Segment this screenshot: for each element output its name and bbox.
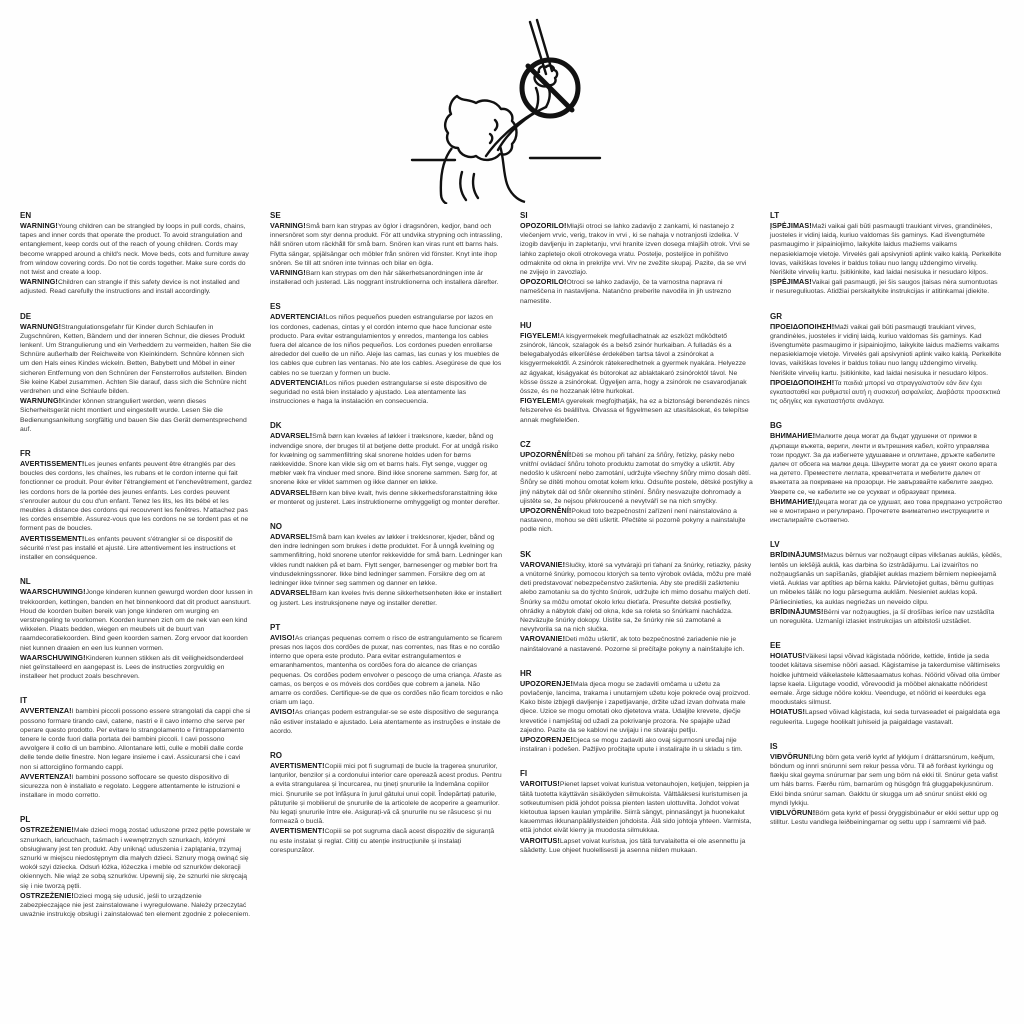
warning-text: Kinder können stranguliert werden, wenn dieses Sicherheitsgerät nicht montiert und eingestellt wurde. Lesen Sie die Bedienungsanleitung sorgfältig und bauen Sie das Gerät dementsprechend auf. (20, 398, 247, 433)
warning-label: AVERTISMENT! (270, 760, 325, 770)
warning-paragraph (770, 651, 1003, 707)
warning-text: Lapset voivat kuristua, jos tätä turvalaitetta ei ole asennettu ja säädetty. Lue ohjeet huolellisesti ja asenna niiden mukaan. (520, 837, 746, 854)
language-code: EE (770, 641, 781, 651)
language-block-hr (520, 668, 753, 755)
language-block-sk (520, 549, 753, 654)
warning-paragraph (270, 431, 503, 487)
warning-label: BRĪDINĀJUMS! (770, 550, 824, 560)
child-body (441, 148, 452, 204)
warning-paragraph (270, 633, 503, 708)
warning-paragraph (20, 772, 253, 801)
warning-label: VIÐLVÖRUN! (770, 807, 816, 817)
warning-paragraph (270, 488, 503, 507)
language-code: SK (520, 549, 532, 559)
warning-label: OSTRZEŻENIE! (20, 890, 74, 900)
warning-paragraph (20, 587, 253, 652)
warning-paragraph (270, 378, 503, 407)
warning-text: Djeca se mogu zadaviti ako ovaj sigurnosni uređaj nije instaliran i podešen. Pažljivo pročitajte upute i instalirajte ih u skladu s tim. (520, 736, 743, 754)
warning-text: Les jeunes enfants peuvent être étranglés par des boucles des cordons, les chaînes, les rubans et le cordon interne qui fait fonctionner ce produit. Pour éviter l'étranglement et l'enchevêtrement, gardez les cordons hors de la portée des jeunes enfants. Les cordes peuvent s'enrouler autour du cou d'un enfant. Tenez les lits, les lits bébé et les meubles à distance des cordons qui recouvrent les fenêtres. N'attachez pas les cordes ensemble. Assurez-vous que les cordons ne se tordent pas et ne forment pas de boucles. (20, 461, 252, 533)
warning-label: ВНИМАНИЕ! (770, 496, 816, 506)
warning-label: OPOZORILO! (520, 277, 567, 287)
language-code: DE (20, 311, 32, 321)
warning-text: I bambini possono soffocare se questo dispositivo di sicurezza non è installato e regolato. Leggere attentamente le istruzioni e installare in modo corretto. (20, 773, 241, 800)
warning-label: WARNUNG! (20, 396, 62, 406)
warning-paragraph (20, 322, 253, 397)
warning-text: Små barn kan kveles av løkker i trekksnorer, kjeder, bånd og den indre ledningen som brukes i dette produktet. For å unngå kvelning og sammenfiltring, hold snorene utenfor rekkevidde for små barn. Ledninger kan vikles rundt nakken på et barn. Flytt senger, barnesenger og møbler bort fra vindusdekningssnorer. Ikke bind ledninger sammen. Forsikre deg om at ledninger ikke tvinner seg sammen og danner en løkke. (270, 534, 502, 588)
back-detail (490, 134, 492, 143)
warning-paragraph (20, 825, 253, 890)
warning-text: Les enfants peuvent s'étrangler si ce dispositif de sécurité n'est pas installé et ajusté. Lire attentivement les instructions et installer en conséquence. (20, 535, 236, 562)
warning-paragraph (770, 277, 1003, 296)
warning-label: ΠΡΟΕΙΔΟΠΟΙΗΣΗ! (770, 377, 835, 387)
language-block-en (20, 210, 253, 297)
warning-label: ĮSPĖJIMAS! (770, 277, 812, 287)
text-column-1 (20, 210, 253, 933)
warning-text: Barn kan kveles hvis denne sikkerhetsenheten ikke er installert og justert. Les instruksjonene nøye og installer deretter. (270, 590, 502, 607)
warning-paragraph (770, 607, 1003, 626)
warning-paragraph (520, 735, 753, 754)
warning-text: Young children can be strangled by loops in pull cords, chains, tapes and inner cords that operate the product. To avoid strangulation and entanglement, keep cords out of the reach of young children. Cords may become wrapped around a child's neck. Move beds, cots and furniture away from window covering cords. Do not tie cords together. Make sure cords do not twist and create a loop. (20, 223, 249, 277)
warning-label: AVVERTENZA! (20, 771, 72, 781)
language-code: HU (520, 320, 532, 330)
warning-label: ADVERTENCIA! (270, 312, 326, 322)
warning-text: Små barn kan strypas av öglor i dragsnören, kedjor, band och innersnöret som styr denna produkt. För att undvika strypning och intrassling, håll snören utom räckhåll för små barn. Snören kan viras runt ett barns hals. Flytta sängar, spjälsängar och möbler från snören vid fönster. Knyt inte ihop snören. Se till att snören inte tvinnas och bilar en ögla. (270, 223, 503, 267)
warning-label: ADVARSEL! (270, 487, 313, 497)
warning-text: Pokud toto bezpečnostní zařízení není nainstalováno a nastaveno, mohou se děti uškrtit. Přečtěte si pozorně pokyny a nainstalujte podle nich. (520, 508, 746, 534)
warning-text: Väikesi lapsi võivad kägistada nööride, kettide, lintide ja seda toodet käitava sisemise nööri aasad. Kägistamise ja takerdumise vältimiseks hoidke juhtmeid väikelastele kättesaamatus kohas. Nöörid võivad olla ümber lapse kaela. Liigutage voodid, võrevoodid ja mööbel aknakatte nööridest eemale. Ärge siduge nööre kokku. Veenduge, et nöörid ei keerduks ega moodustaks silmust. (770, 653, 1001, 707)
warning-paragraph (770, 221, 1003, 277)
warning-text: A kisgyermekek megfulladhatnak az eszközt működtető zsinórok, láncok, szalagok és a belső zsinór hurkaiban. A fulladás és a belegabalyodás elkerülése érdekében tartsa távol a zsinórokat a kisgyermekektől. A zsinórok rátekeredhetnek a gyermek nyakára. Helyezze az ágyakat, kiságyakat és bútorokat az ablaktakaró zsinóroktól távol. Ne kösse össze a zsinórokat. Ügyeljen arra, hogy a zsinórok ne csavarodjanak össze, és ne hozzanak létre hurkokat. (520, 332, 747, 396)
warning-label: VARNING! (270, 268, 306, 278)
warning-label: UPOZORNĚNÍ! (520, 506, 572, 516)
warning-text: Малките деца могат да бъдат удушени от примки в дърпащи въжета, вериги, ленти и вътрешния кабел, който управлява този продукт. За да избегнете удушаване и оплитане, дръжте кабелите далеч от обсега на малки деца. Шнурите могат да се увият около врата на детето. Преместете леглата, креватчетата и мебелите далеч от въжетата за покриване на прозорци. Не завързвайте кабелите заедно. Уверете се, че кабелите не се усукват и образуват примка. (770, 433, 997, 496)
warning-paragraph (520, 221, 753, 277)
warning-label: AVERTISSEMENT! (20, 533, 85, 543)
warning-text: Deti môžu uškrtiť, ak toto bezpečnostné zariadenie nie je nainštalované a nastavené. Pozorne si prečítajte pokyny a nainštalujte ich. (520, 636, 745, 653)
warning-paragraph (20, 653, 253, 682)
warning-label: UPOZORNĚNÍ! (520, 449, 572, 459)
child-lower-arm (460, 172, 466, 200)
language-block-ro (270, 750, 503, 855)
warning-label: FIGYELEM! (520, 330, 561, 340)
warning-paragraph (270, 221, 503, 268)
warning-paragraph (520, 396, 753, 425)
warning-paragraph (770, 752, 1003, 808)
warning-paragraph (520, 277, 753, 306)
warning-label: FIGYELEM! (520, 396, 561, 406)
warning-text: Małe dzieci mogą zostać uduszone przez pętle powstałe w sznurkach, łańcuchach, taśmach i wewnętrznych sznurkach, którymi obsługiwany jest ten produkt. Aby uniknąć uduszenia i zaplątania, trzymaj sznurki w miejscu niedostępnym dla małych dzieci. Sznury mogą owinąć się wokół szyi dziecka. Odsuń łóżka, łóżeczka i meble od sznurków dekoracji okiennych. Nie wiąż ze sobą sznurków. Upewnij się, że sznurki nie skręcają się i nie tworzą pętli. (20, 827, 251, 890)
warning-paragraph (770, 497, 1003, 526)
warning-text: Kinderen kunnen stikken als dit veiligheidsonderdeel niet geïnstalleerd en aangepast is. Lees de instructies zorgvuldig en installeer het product zoals beschreven. (20, 654, 244, 681)
child-wrist-2 (535, 88, 538, 112)
language-block-pt (270, 622, 503, 736)
language-code: PT (270, 622, 281, 632)
language-code: HR (520, 668, 532, 678)
language-block-bg (770, 420, 1003, 525)
warning-label: AVISO! (270, 707, 295, 717)
warning-paragraph (20, 891, 253, 920)
warning-label: ΠΡΟΕΙΔΟΠΟΙΗΣΗ! (770, 321, 835, 331)
warning-paragraph (770, 378, 1003, 407)
warning-text: Vaikai gali pasmaugti, jei šis saugos įtaisas nėra sumontuotas ir nesureguliuotas. Atidžiai perskaitykite instrukcijas ir atitinkamai įdiekite. (770, 279, 998, 296)
warning-text: Börn geta kyrkt ef þessi öryggisbúnaður er ekki settur upp og stilltur. Lestu vandlega leiðbeiningarnar og settu upp í samræmi við það. (770, 809, 999, 827)
warning-label: AVISO! (270, 632, 295, 642)
warning-text: I bambini piccoli possono essere strangolati da cappi che si possono formare tirando cavi, catene, nastri e il cavo interno che serve per operare questo prodotto. Per evitare lo strangolamento e l'intrappolamento tenere le corde fuori dalla portata dei bambini piccoli. I cavi possono avvolgere il collo di un bambino. Allontanare letti, culle e mobili dalle corde delle tende delle finestre. Non legare insieme i cavi. Assicurarsi che i cavi non si attorciglino formando cappi. (20, 708, 251, 771)
warning-text: Otroci se lahko zadavijo, če ta varnostna naprava ni nameščena in nastavljena. Natančno preberite navodila in jih ustrezno namestite. (520, 279, 732, 305)
warning-text: Dzieci mogą się udusić, jeśli to urządzenie zabezpieczające nie jest zainstalowane i wyregulowane. Należy przeczytać uważnie instrukcję obsługi i zainstalować ten element zgodnie z poleceniem. (20, 892, 251, 919)
warning-label: VARNING! (270, 221, 306, 230)
language-code: FI (520, 769, 528, 779)
language-code: LT (770, 211, 780, 220)
warning-label: ADVARSEL! (270, 532, 313, 542)
warning-label: WAARSCHUWING! (20, 587, 86, 597)
warning-paragraph (20, 221, 253, 277)
warning-paragraph (520, 560, 753, 635)
warning-paragraph (20, 706, 253, 771)
warning-text: Barn kan strypas om den här säkerhetsanordningen inte är installerad och justerad. Läs noggrant instruktionerna och installera därefter. (270, 270, 499, 287)
warning-label: OPOZORILO! (520, 221, 567, 230)
warning-paragraph (520, 450, 753, 506)
language-code: RO (270, 750, 282, 760)
language-code: NL (20, 577, 31, 587)
warning-paragraph (520, 836, 753, 855)
warning-label: WARNUNG! (20, 321, 62, 331)
warning-paragraph (520, 779, 753, 835)
warning-paragraph (520, 679, 753, 735)
language-code: BG (770, 421, 782, 431)
language-code: SE (270, 211, 281, 220)
language-block-nl (20, 576, 253, 681)
warning-label: VIÐVÖRUN! (770, 751, 812, 761)
warning-label: AVVERTENZA! (20, 706, 72, 716)
warning-label: ĮSPĖJIMAS! (770, 221, 812, 230)
language-block-gr (770, 311, 1003, 407)
warning-label: HOIATUS! (770, 707, 806, 717)
language-block-si (520, 210, 753, 306)
child-cord-warning-pictogram (400, 16, 660, 204)
warning-paragraph (270, 826, 503, 855)
warning-text: Børn kan blive kvalt, hvis denne sikkerhedsforanstaltning ikke er monteret og justeret. Læs instruktionerne omhyggeligt og monter derefter. (270, 489, 500, 506)
language-block-se (270, 210, 503, 287)
warning-text: Maži vaikai gali būti pasmaugti traukiant virves, grandinėles, juosteles ir vidinį laidą, kuriuo valdomas šis gaminys. Kad išvengtumėte pasmaugimo ir įsipainiojimo, laikykite laidus mažiems vaikams nepasiekiamoje vietoje. Virvelės gali apsivynioti aplink vaiko kaklą. Perkelkite lovas, vaikiškas loveles ir baldus toliau nuo langų uždengimo virvelių. Neriškite virvelių kartu. Įsitikinkite, kad laidai nesisuka ir nesudaro kilpos. (770, 323, 1002, 377)
warning-paragraph (270, 588, 503, 607)
language-block-hu (520, 320, 753, 425)
warning-text: Små børn kan kvæles af løkker i træksnore, kæder, bånd og indvendige snore, der bruges til at betjene dette produkt. For at undgå risiko for kvælning og sammenfiltring skal snorene holdes uden for børns rækkevidde. Snore kan vikle sig om et barns hals. Flyt senge, vugger og møbler væk fra vinduer med snore. Bind ikke snorene sammen. Sørg for, at snorene ikke er viklet sammen og ikke danner en løkke. (270, 433, 499, 487)
language-block-lv (770, 539, 1003, 626)
warning-text: Mlajši otroci se lahko zadavijo z zankami, ki nastanejo z vlečenjem vrvic, verig, trakov in vrvi , ki se nahaja v notranjosti izdelka. V izogib davljenju in zapletanju, vrvi hranite izven dosega mlajših otrok. Vrvi se lahko zapletejo okoli otrokovega vratu. Postelje, posteljice in pohištvo odmaknite od okna in prekrijte vrvi. Vrv ne zvežite skupaj. Pazite, da se vrvi ne zvijejo in zavozlajo. (520, 223, 750, 277)
warning-text: Ung börn geta verið kyrkt af lykkjum í dráttarsnúrum, keðjum, böndum og innri snúrunni sem rekur þessa vöru. Til að forðast kyrkingu og flækju skal geyma snúrurnar þar sem ung börn ná ekki til. Snúrur geta vafist um háls barns. Færðu rúm, barnarúm og húsgögn frá gluggaþekjusnúrum. Ekki binda snúrur saman. Gakktu úr skugga um að snúrur snúist ekki og myndi lykkju. (770, 753, 998, 807)
warning-text: As crianças pequenas correm o risco de estrangulamento se ficarem presas nos laços dos cordões de puxar, nas correntes, nas fitas e no cordão interno que opera este produto. Para evitar estrangulamentos e emaranhamentos, mantenha os cordões fora do alcance de crianças pequenas. Os cordões podem envolver o pescoço de uma criança. Afaste as camas, os berços e os móveis dos cordões que cobrem a janela. Não amarre os cordões. Certifique-se de que os cordões não ficam torcidos e não criam um laço. (270, 634, 503, 707)
warning-label: WARNING! (20, 221, 58, 230)
warning-text: Copiii se pot sugruma dacă acest dispozitiv de siguranță nu este instalat și reglat. Citiți cu atenție instrucțiunile și instalați corespunzător. (270, 828, 495, 854)
language-block-cz (520, 439, 753, 535)
warning-paragraph (770, 322, 1003, 378)
warning-text: Mala djeca mogu se zadaviti omčama u užetu za povlačenje, lancima, trakama i unutarnjem užetu koje pokreće ovaj proizvod. Kako biste izbjegli davljenje i zapetljavanje, držite užad izvan dohvata male djece. Uzice se mogu omotati oko djetetova vrata. Udaljite krevete, dječje krevetiće i namještaj od užadi za pokrivanje prozora. Ne spajajte užad zajedno. Pazite da se kablovi ne uvijaju i ne stvaraju petlju. (520, 680, 751, 734)
language-block-lt (770, 210, 1003, 297)
warning-paragraph (20, 534, 253, 563)
language-code: SI (520, 211, 528, 220)
warning-text: Pienet lapset voivat kuristua vetonauhojen, ketjujen, teippien ja täitä tuotetta käyttävän sisäköyden silmukoista. Välttääksesi kuristumisen ja sotkeutumisen pidä johdot poissa pienten lasten ulottuvilta. Johdot voivat kietoutua lapsen kaulan ympärille. Siirrä sängyt, pinnasängyt ja huonekalut kauemmas ikkunanpäällysteiden johdoista. Älä sido johtoja yhteen. Varmista, että johdot eivät kierry ja muodosta silmukkaa. (520, 781, 752, 835)
warning-label: VAROITUS! (520, 835, 560, 845)
language-code: ES (270, 302, 281, 312)
language-block-dk (270, 420, 503, 507)
warning-label: AVERTISMENT! (270, 826, 325, 836)
language-block-es (270, 301, 503, 406)
language-code: NO (270, 522, 282, 532)
warning-paragraph (520, 634, 753, 653)
warning-text: Los niños pueden estrangularse si este dispositivo de seguridad no está bien instalado y ajustado. Lea atentamente las instrucciones e haga la instalación en consecuencia. (270, 379, 487, 406)
warning-label: BRĪDINĀJUMS! (770, 606, 824, 616)
text-column-2 (270, 210, 503, 869)
language-block-is (770, 741, 1003, 828)
warning-label: UPOZORENJE! (520, 678, 574, 688)
warning-paragraph (270, 532, 503, 588)
warning-text: Maži vaikai gali būti pasmaugti traukiant virves, grandinėles, juosteles ir vidinį laidą, kuriuo valdomas šis gaminys. Kad išvengtumėte pasmaugimo ir įsipainiojimo, laikykite laidus mažiems vaikams nepasiekiamoje vietoje. Virvelės gali apsivynioti aplink vaiko kaklą. Perkelkite lovas, vaikiškas loveles ir baldus toliau nuo langų uždengimo virvelių. Neriškite virvelių kartu. Įsitikinkite, kad laidai nesisuka ir nesudaro kilpos. (770, 223, 1002, 277)
warning-label: VAROVANIE! (520, 634, 566, 644)
warning-paragraph (270, 268, 503, 287)
language-code: FR (20, 449, 31, 459)
language-code: CZ (520, 439, 531, 449)
warning-text: As crianças podem estrangular-se se este dispositivo de segurança não estiver instalado e ajustado. Leia atentamente as instruções e instale de acordo. (270, 709, 501, 735)
warning-paragraph (20, 459, 253, 534)
warning-paragraph (770, 431, 1003, 496)
warning-text: Lapsed võivad kägistada, kui seda turvaseadet ei paigaldata ega reguleerita. Lugege hoolikalt juhiseid ja paigaldage vastavalt. (770, 709, 1000, 726)
language-code: IT (20, 696, 28, 706)
warning-text: Mazus bērnus var nožņaugt cilpas vilkšanas auklās, ķēdēs, lentēs un iekšējā auklā, kas darbina šo izstrādājumu. Lai izvairītos no nožņaugšanās un sapīšanās, glabājiet auklas maziem bērniem nepieejamā vietā. Auklas var aptīties ap bērna kaklu. Pārvietojiet gultas, bērnu gultiņas un mēbeles tālāk no logu pārseguma auklām. Nesieniet auklas kopā. Pārliecinieties, ka auklas negriežas un neveido cilpu. (770, 552, 1002, 606)
warning-label: HOIATUS! (770, 651, 806, 661)
warning-label: OSTRZEŻENIE! (20, 825, 74, 835)
warning-text: A gyerekek megfojthatják, ha ez a biztonsági berendezés nincs felszerelve és beállítva. Olvassa el figyelmesen az utasításokat, és telepítse annak megfelelően. (520, 398, 750, 424)
language-code: LV (770, 540, 780, 550)
warning-label: VAROITUS! (520, 779, 560, 789)
warning-paragraph (770, 707, 1003, 726)
language-code: DK (270, 421, 282, 431)
child-head (445, 96, 516, 160)
language-block-de (20, 311, 253, 434)
language-block-it (20, 695, 253, 800)
warning-label: UPOZORENJE! (520, 734, 574, 744)
warning-paragraph (770, 808, 1003, 827)
warning-text: Bērni var nožņaugties, ja šī drošības ierīce nav uzstādīta un noregulēta. Uzmanīgi izlasiet instrukcijas un atbilstoši uzstādiet. (770, 608, 995, 625)
language-block-ee (770, 640, 1003, 727)
language-block-fi (520, 768, 753, 855)
warning-paragraph (520, 506, 753, 535)
warning-label: AVERTISSEMENT! (20, 459, 85, 469)
language-code: PL (20, 815, 31, 825)
warning-label: ВНИМАНИЕ! (770, 431, 816, 441)
warning-label: WAARSCHUWING! (20, 652, 86, 662)
warning-text: Los niños pequeños pueden estrangularse por lazos en los cordones, cadenas, cintas y el cordón interno que hace funcionar este producto. Para evitar estrangulamientos y enredos, mantenga los cables fuera del alcance de los niños pequeños. Los cordones pueden enrollarse alrededor del cuello de un niño. Aleje las camas, las cunas y los muebles de los cables que cubren las ventanas. No ate los cables. Asegúrese de que los cables no se tuerzan y formen un bucle. (270, 314, 502, 377)
warning-text: Τα παιδιά μπορεί να στραγγαλιστούν εάν δεν έχει εγκατασταθεί και ρυθμιστεί αυτή η συσκευή ασφαλείας. Διαβάστε προσεκτικά τις οδηγίες και εγκαταστήστε ανάλογα. (770, 379, 1001, 406)
warning-text: Децата могат да се удушат, ако това предпазно устройство не е монтирано и регулирано. Прочетете внимателно инструкциите и инсталирайте съответно. (770, 498, 1003, 525)
child-cheek (495, 120, 497, 130)
language-code: GR (770, 311, 782, 321)
warning-text: Children can strangle if this safety device is not installed and adjusted. Read carefully the instructions and install accordingly. (20, 279, 240, 296)
warning-paragraph (270, 312, 503, 377)
language-block-no (270, 521, 503, 608)
warning-text: Slučky, ktoré sa vytvárajú pri ťahaní za šnúrky, retiazky, pásky a vnútorné šnúrky, pomocou ktorých sa tento výrobok ovláda, môžu pre malé deti predstavovať nebezpečenstvo zaškrtenia. Aby ste predišli zaškrteniu alebo zamotaniu sa do týchto šnúrok, udržujte ich mimo dosahu malých detí. Šnúrky sa môžu omotať okolo krku dieťaťa. Presuňte detské postieľky, ohrádky a nábytok ďalej od okna, kde sa roleta so šnúrkami nachádza. Nezväzujte šnúrky dokopy. Uistite sa, že šnúrky nie sú zamotané a nevytvorila sa na nich slučka. (520, 561, 752, 634)
child-lower-arm-2 (473, 174, 478, 198)
language-code: IS (770, 741, 778, 751)
warning-text: Děti se mohou při tahání za šňůry, řetízky, pásky nebo vnitřní ovládací šňůru tohoto produktu zamotat do smyčky a uškrtit. Aby nedošlo k uškrcení nebo zamotání, udržujte všechny šňůry mimo dosah dětí. Šňůry se dítěti mohou omotat kolem krku. Odsuňte postele, dětské postýlky a jiný nábytek dál od šňůr okenního stínění. Šňůry nesvazujte dohromady a ujistěte se, že nejsou překroucené a nevytváří se na nich smyčky. (520, 451, 753, 505)
warning-paragraph (20, 277, 253, 296)
language-block-pl (20, 814, 253, 919)
warning-paragraph (770, 550, 1003, 606)
warning-label: ADVARSEL! (270, 588, 313, 598)
language-code: EN (20, 211, 32, 220)
language-block-fr (20, 448, 253, 562)
warning-paragraph (20, 396, 253, 434)
text-column-3 (520, 210, 753, 869)
warning-text: Strangulationsgefahr für Kinder durch Schlaufen in Zugschnüren, Ketten, Bändern und der inneren Schnur, die dieses Produkt lenken!. Um Strangulierung und ein Verheddern zu vermeiden, halten Sie die Schnüre außerhalb der Reichweite von Kleinkindern. Schnüre können sich um den Hals eines Kindes wickeln. Betten, Babybett und Möbel in einer sicheren Entfernung von den Schnüren der Fensterrollos aufstellen. Binden Sie keine Kabel zusammen. Achten Sie darauf, dass sich die Schnüre nicht verdrehen und eine Schlaufe bilden. (20, 323, 252, 396)
prohibition-slash (528, 66, 572, 110)
warning-label: VAROVANIE! (520, 559, 566, 569)
warning-label: WARNING! (20, 277, 58, 287)
warning-paragraph (270, 761, 503, 826)
warning-paragraph (520, 331, 753, 396)
warning-text: Jonge kinderen kunnen gewurgd worden door lussen in trekkoorden, kettingen, banden en het binnenkoord dat dit product aanstuurt. Houd de koorden buiten bereik van jonge kinderen om wurging en verstrengeling te voorkomen. Koorden kunnen zich om de nek van een kind wikkelen. Plaats bedden, wiegen en meubels uit de buurt van raamdecoratiekoorden. Bind geen koorden samen. Zorg ervoor dat koorden niet kunnen draaien en een lus kunnen vormen. (20, 589, 253, 652)
warning-label: ADVERTENCIA! (270, 377, 326, 387)
warning-paragraph (270, 707, 503, 736)
warning-text: Copiii mici pot fi sugrumați de bucle la tragerea șnururilor, lanțurilor, benzilor și a cordonului interior care operează acest produs. Pentru a evita strangularea și încurcarea, nu țineți șnururile la îndemâna copiilor mici. Șnururile se pot înfășura în jurul gâtului unui copil. Îndepărtați paturile, pătuțurile și mobilierul de șnururile de la articolele de acoperire a geamurilor. Nu legați șnururile între ele. Asigurați-vă că șnururile nu se răsucesc și nu formează o buclă. (270, 762, 502, 826)
text-column-4 (770, 210, 1003, 841)
warning-label: ADVARSEL! (270, 431, 313, 441)
